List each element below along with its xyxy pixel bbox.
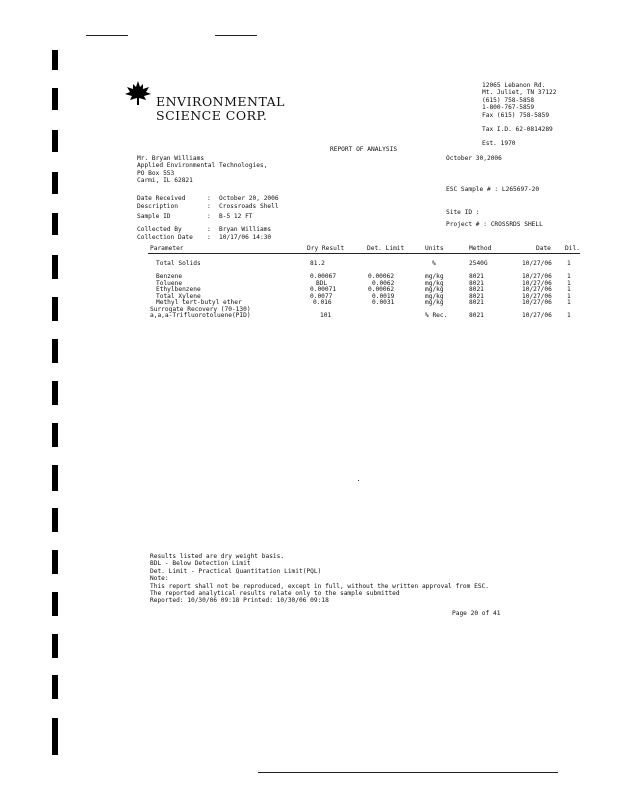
footer-notes [150, 553, 489, 605]
punch-mark [52, 592, 58, 616]
client-line: Mr. Bryan Williams [137, 155, 205, 162]
bottom-rule [258, 772, 558, 773]
punch-mark [52, 255, 58, 279]
scan-speck [358, 480, 359, 481]
site-id: Site ID : [446, 209, 480, 216]
address-block [482, 82, 557, 148]
punch-mark [52, 130, 58, 152]
maple-leaf-logo-icon [124, 80, 152, 110]
field-date-received: Date Received : October 20, 2006 [137, 195, 279, 202]
footer-line: This report shall not be reproduced, except in full, without the written approval from ESC. [150, 582, 489, 590]
punch-mark [52, 465, 58, 491]
client-line: Applied Environmental Technologies, [137, 162, 268, 170]
col-det-limit: Det. Limit [367, 245, 405, 252]
address-line: (615) 758-5858 [482, 96, 535, 104]
table-row: Benzene 0.00067 0.00062 mg/kg 8021 10/27/06 1 [156, 273, 571, 280]
table-row: Toluene BDL 0.0062 mg/kg 8021 10/27/06 1 [156, 279, 571, 287]
footer-line: Reported: 10/30/06 09:18 Printed: 10/30/06 09:18 [150, 597, 329, 605]
punch-mark [52, 213, 58, 235]
company-name-line2: SCIENCE CORP. [156, 108, 268, 123]
punch-mark [52, 735, 58, 755]
company-name-line1: ENVIRONMENTAL [156, 94, 285, 109]
col-dry-result: Dry Result [307, 245, 345, 252]
punch-mark [52, 508, 58, 532]
top-rule-right [215, 35, 257, 36]
company-name [156, 95, 285, 123]
table-row: Methyl tert-butyl ether 0.016 0.0031 mg/kg 8021 10/27/06 1 [156, 299, 571, 306]
address-line: 1-800-767-5859 [482, 104, 535, 112]
report-date: October 30,2006 [446, 155, 502, 162]
footer-line: Results listed are dry weight basis. [150, 553, 285, 560]
address-line: Mt. Juliet, TN 37122 [482, 89, 557, 97]
table-row: Total Solids 81.2 % 2540G 10/27/06 1 [156, 260, 571, 267]
project-number: Project # : CROSSRDS SHELL [446, 221, 543, 228]
top-rule-left [86, 35, 128, 36]
address-line: Fax (615) 758-5859 [482, 111, 550, 119]
punch-mark [52, 50, 58, 70]
punch-mark [52, 297, 58, 321]
page-number: Page 20 of 41 [452, 610, 501, 617]
footer-line: Det. Limit - Practical Quantitation Limit(PQL) [150, 567, 322, 575]
punch-mark [52, 423, 58, 447]
footer-line: The reported analytical results relate only to the sample submitted [150, 590, 400, 598]
client-line: PO Box 553 [137, 169, 175, 177]
footer-line: Note: [150, 575, 169, 583]
punch-mark [52, 381, 58, 405]
client-address [137, 155, 267, 185]
field-description: Description : Crossroads Shell [137, 202, 279, 210]
tax-id: Tax I.D. 62-0814289 [482, 126, 553, 134]
established-year: Est. 1970 [482, 140, 516, 148]
report-title: REPORT OF ANALYSIS [330, 146, 398, 153]
table-row: Surrogate Recovery (70-130) [150, 305, 251, 313]
table-row: Ethylbenzene 0.00071 0.00062 mg/kg 8021 10/27/06 1 [156, 286, 571, 293]
punch-mark [52, 550, 58, 574]
table-header-rule [148, 253, 580, 254]
punch-mark [52, 634, 58, 658]
address-line: 12065 Lebanon Rd. [482, 82, 546, 89]
col-date: Date [536, 245, 551, 252]
field-collected-by: Collected By : Bryan Williams [137, 226, 272, 233]
col-method: Method [469, 245, 492, 252]
punch-mark [52, 172, 58, 194]
punch-mark [52, 339, 58, 363]
table-row: Total Xylene 0.0077 0.0019 mg/kg 8021 10/27/06 1 [156, 292, 571, 300]
esc-sample-number: ESC Sample # : L265697-20 [446, 186, 540, 193]
col-units: Units [425, 245, 444, 252]
footer-line: BDL - Below Detection Limit [150, 560, 251, 568]
col-parameter: Parameter [150, 245, 184, 252]
col-dil: Dil. [565, 245, 580, 252]
client-line: Carmi, IL 62821 [137, 177, 193, 185]
field-sample-id: Sample ID : B-5 12 FT [137, 213, 253, 220]
table-row: a,a,a-Trifluorotoluene(PID) 101 % Rec. 8021 10/27/06 1 [150, 312, 571, 319]
punch-mark [52, 675, 58, 699]
field-collection-date: Collection Date : 10/17/06 14:30 [137, 233, 272, 241]
punch-mark [52, 88, 58, 110]
